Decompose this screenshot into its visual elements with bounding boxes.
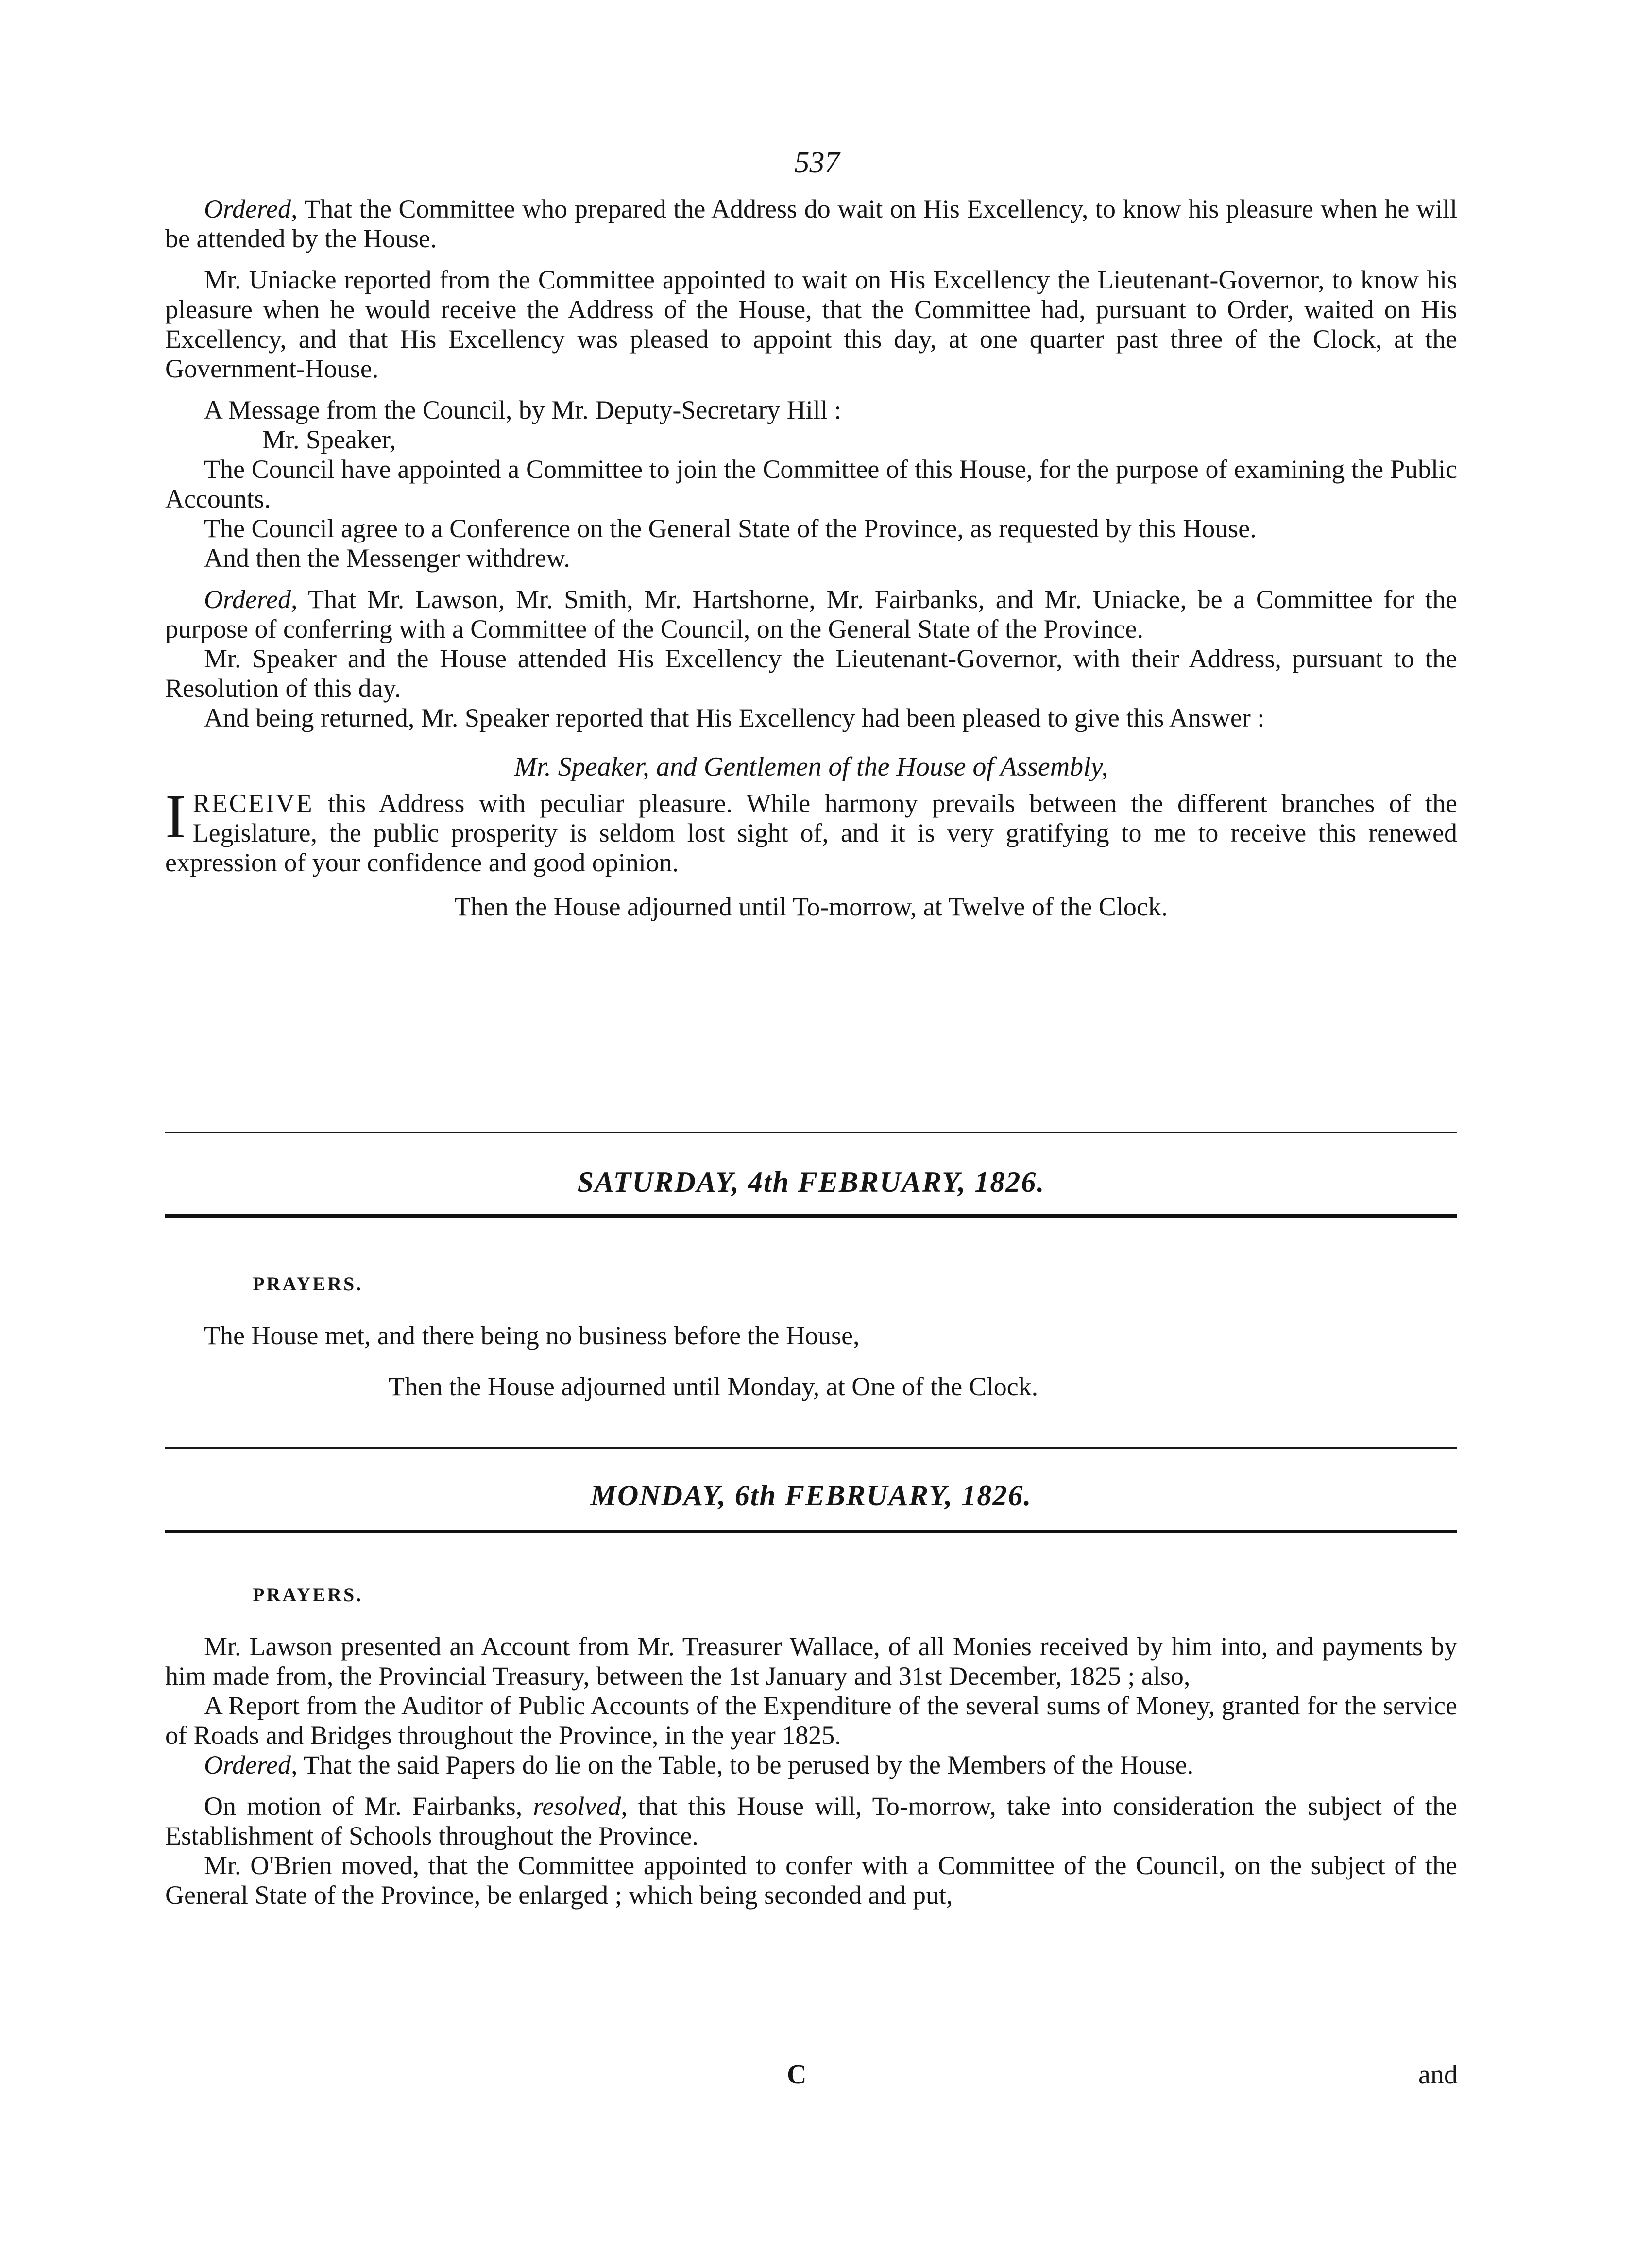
section-rule — [165, 1447, 1457, 1449]
proceedings-block-1 — [165, 194, 1457, 922]
paragraph: Ordered, That the said Papers do lie on the Table, to be perused by the Members of the House. — [204, 1750, 1194, 1779]
paragraph: A Message from the Council, by Mr. Deputy-Secretary Hill : — [204, 395, 842, 424]
adjournment-line: Then the House adjourned until To-morrow, at Twelve of the Clock. — [454, 892, 1168, 921]
ordered-lead: Ordered, — [204, 1750, 298, 1779]
answer-salutation: Mr. Speaker, and Gentlemen of the House of Assembly, — [514, 752, 1108, 782]
paragraph: Mr. Uniacke reported from the Committee appointed to wait on His Excellency the Lieutenant-Governor, to know his pleasure when he would receive the Address of the House, that the Committee had, pursuant to Order, waited on His Excellency, and that His Excellency was pleased to appoint this day, at one quarter past three of the Clock, at the Government-House. — [165, 265, 1457, 383]
governor-answer: I RECEIVE this Address with peculiar pleasure. While harmony prevails between the different branches of the Legislature, the public prosperity is seldom lost sight of, and it is very gratifying to me to receive this renewed expression of your confidence and good opinion. — [165, 782, 1457, 877]
catchword: and — [1418, 2060, 1458, 2090]
section-rule — [165, 1530, 1457, 1533]
paragraph: Ordered, That the Committee who prepared the Address do wait on His Excellency, to know his pleasure when he will be attended by the House. — [165, 194, 1457, 253]
paragraph: Ordered, That Mr. Lawson, Mr. Smith, Mr. Hartshorne, Mr. Fairbanks, and Mr. Uniacke, be a Committee for the purpose of conferring with a Committee of the Council, on the General State of the Province. — [165, 585, 1457, 643]
page-number: 537 — [794, 146, 840, 179]
paragraph: The House met, and there being no business before the House, — [204, 1321, 860, 1350]
date-heading-monday: MONDAY, 6th FEBRUARY, 1826. — [590, 1479, 1032, 1511]
resolved-lead: resolved, — [533, 1792, 628, 1821]
paragraph: And then the Messenger withdrew. — [204, 543, 570, 573]
message-salutation: Mr. Speaker, — [262, 425, 396, 454]
paragraph: The Council have appointed a Committee to join the Committee of this House, for the purpose of examining the Public Accounts. — [165, 455, 1457, 513]
proceedings-block-2 — [165, 1321, 1457, 1402]
adjournment-line: Then the House adjourned until Monday, at One of the Clock. — [389, 1372, 1038, 1401]
drop-cap: I — [165, 782, 186, 851]
ordered-lead: Ordered, — [204, 585, 298, 614]
prayers-label: PRAYERS. — [253, 1273, 363, 1295]
section-rule — [165, 1132, 1457, 1133]
paragraph: Mr. O'Brien moved, that the Committee appointed to confer with a Committee of the Council, on the subject of the General State of the Province, be enlarged ; which being seconded and put, — [165, 1851, 1457, 1910]
date-heading-saturday: SATURDAY, 4th FEBRUARY, 1826. — [577, 1166, 1045, 1198]
ordered-lead: Ordered, — [204, 194, 298, 223]
paragraph: A Report from the Auditor of Public Accounts of the Expenditure of the several sums of Money, granted for the service of Roads and Bridges throughout the Province, in the year 1825. — [165, 1691, 1457, 1750]
paragraph: On motion of Mr. Fairbanks, resolved, that this House will, To-morrow, take into consideration the subject of the Establishment of Schools throughout the Province. — [165, 1792, 1457, 1850]
paragraph: And being returned, Mr. Speaker reported that His Excellency had been pleased to give this Answer : — [204, 703, 1265, 732]
prayers-label: PRAYERS. — [253, 1584, 363, 1606]
signature-mark: C — [787, 2060, 807, 2090]
proceedings-block-3 — [165, 1632, 1457, 1910]
paragraph: Mr. Speaker and the House attended His Excellency the Lieutenant-Governor, with their Address, pursuant to the Resolution of this day. — [165, 644, 1457, 703]
section-rule — [165, 1214, 1457, 1218]
paragraph: Mr. Lawson presented an Account from Mr. Treasurer Wallace, of all Monies received by him into, and payments by him made from, the Provincial Treasury, between the 1st January and 31st December, 1825 ; also, — [165, 1632, 1457, 1691]
paragraph: The Council agree to a Conference on the General State of the Province, as requested by this House. — [204, 514, 1257, 543]
